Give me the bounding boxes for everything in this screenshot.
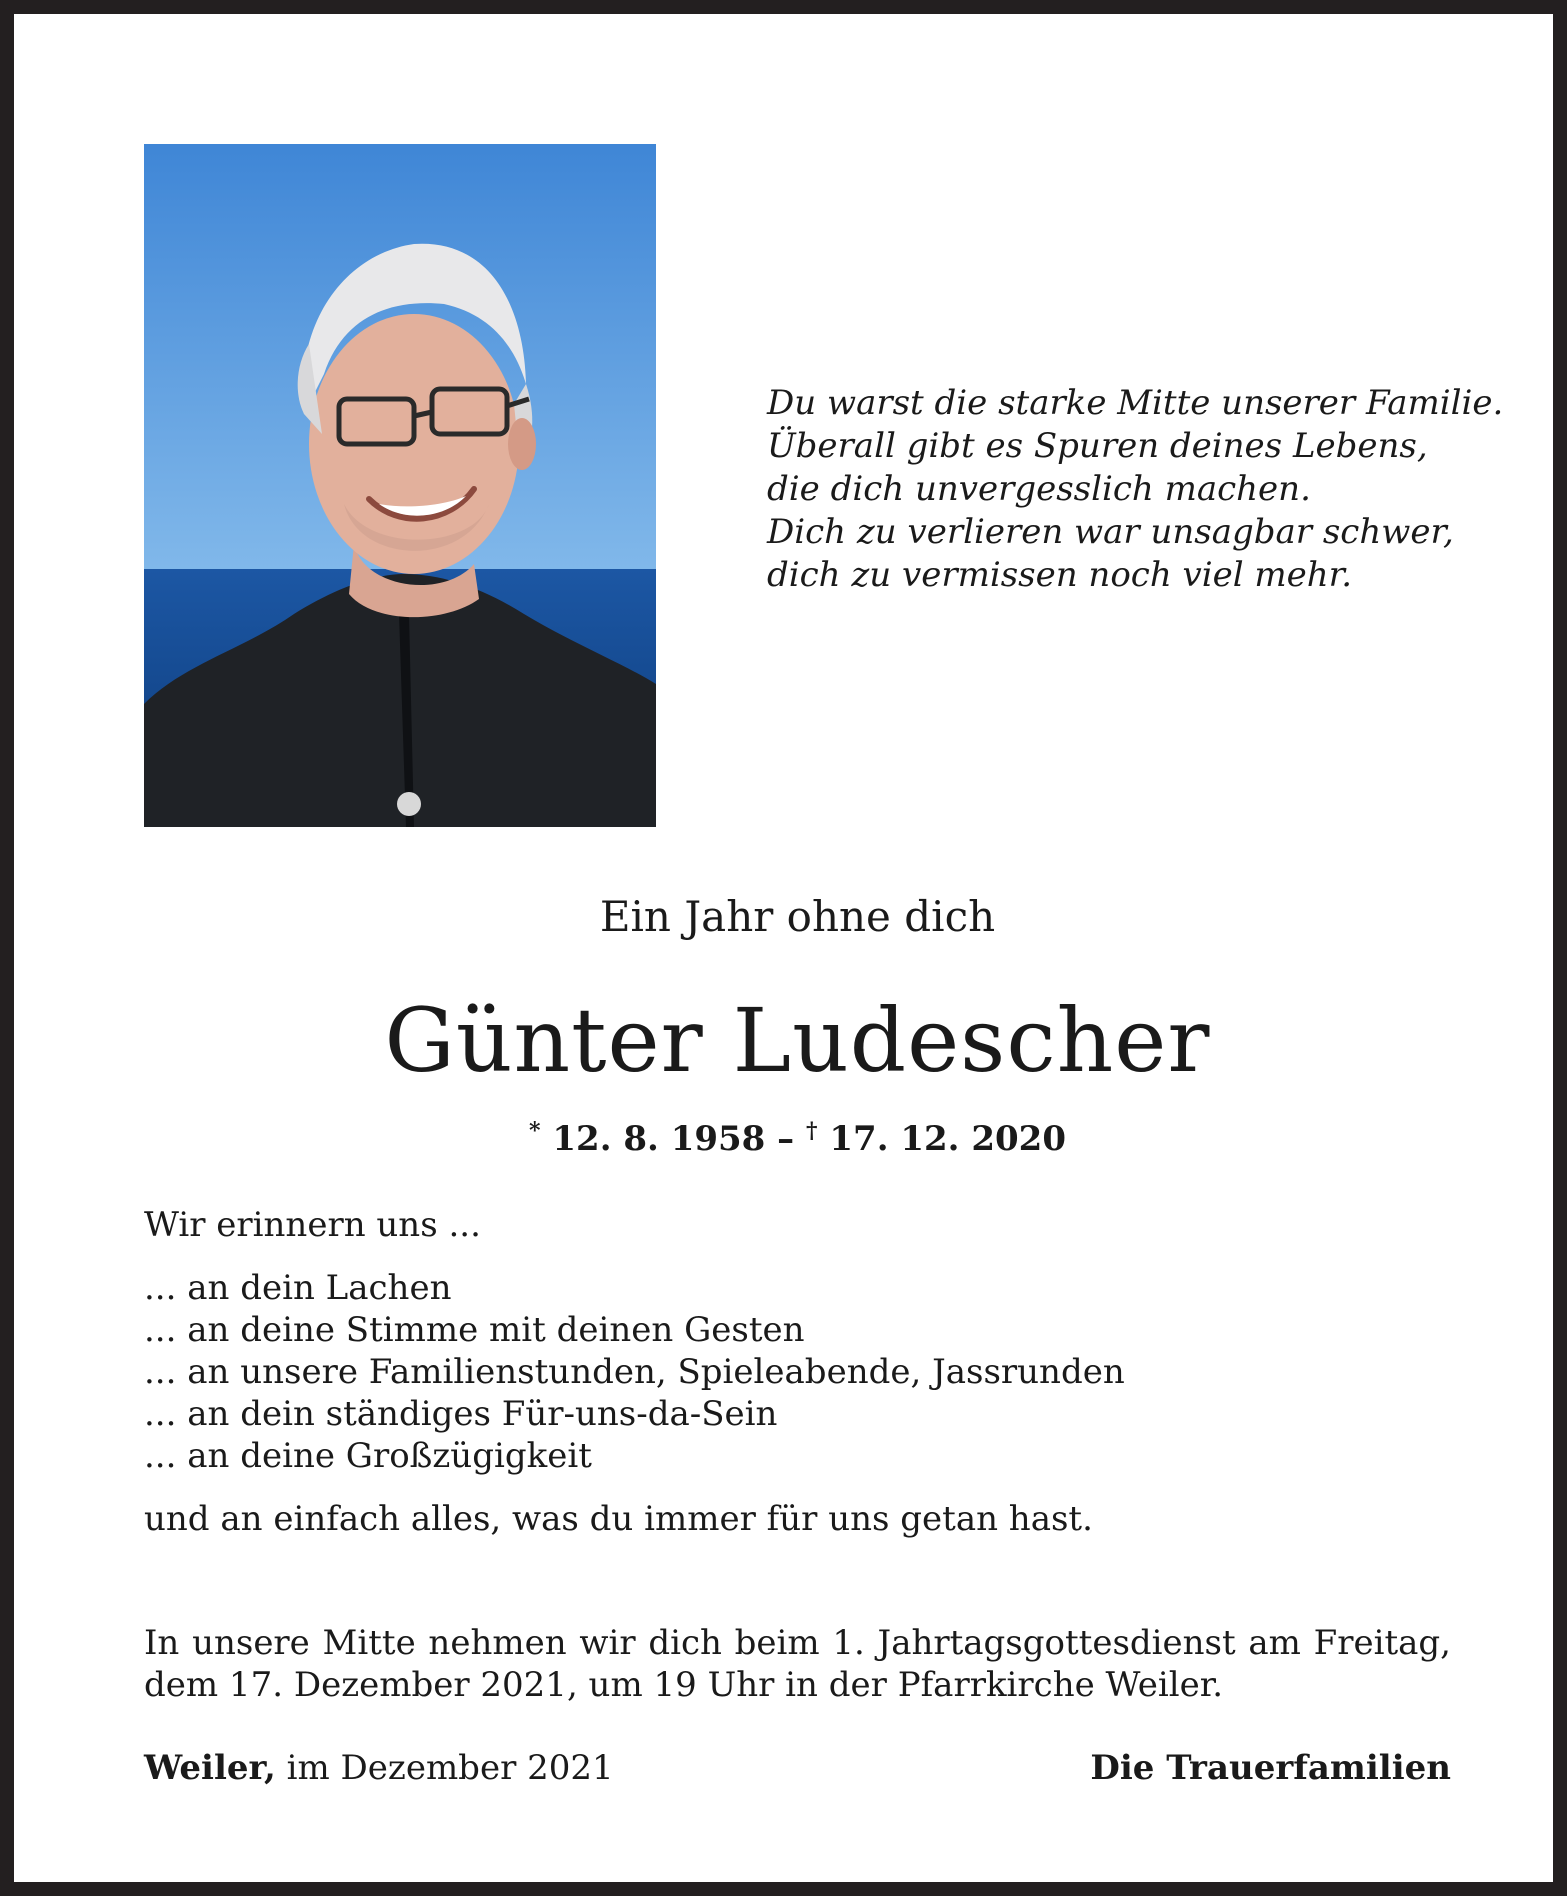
memorial-poem <box>767 382 1503 597</box>
poem-line: Du warst die starke Mitte unserer Familie. <box>767 383 1504 423</box>
list-item: ... an unsere Familienstunden, Spieleabende, Jassrunden <box>144 1352 1125 1392</box>
place-date <box>144 1748 614 1788</box>
memories-intro: Wir erinnern uns ... <box>144 1205 481 1245</box>
death-date: 17. 12. 2020 <box>829 1119 1066 1159</box>
memories-closing: und an einfach alles, was du immer für uns getan hast. <box>144 1499 1093 1539</box>
birth-date: 12. 8. 1958 <box>552 1119 766 1159</box>
service-announcement: In unsere Mitte nehmen wir dich beim 1. Jahrtagsgottesdienst am Freitag, dem 17. Dezember 2021, um 19 Uhr in der Pfarrkirche Weiler. <box>144 1623 1451 1705</box>
list-item: ... an dein Lachen <box>144 1268 452 1308</box>
memories-list <box>144 1267 1451 1477</box>
portrait-photo <box>144 144 656 827</box>
poem-line: dich zu vermissen noch viel mehr. <box>767 555 1353 595</box>
list-item: ... an deine Großzügigkeit <box>144 1436 592 1476</box>
list-item: ... an deine Stimme mit deinen Gesten <box>144 1310 805 1350</box>
signature: Die Trauerfamilien <box>1090 1748 1451 1788</box>
life-dates <box>14 1118 1567 1159</box>
portrait-image <box>144 144 656 827</box>
poem-line: Dich zu verlieren war unsagbar schwer, <box>767 512 1454 552</box>
place: Weiler, <box>144 1748 276 1788</box>
list-item: ... an dein ständiges Für-uns-da-Sein <box>144 1394 778 1434</box>
footer <box>144 1748 1451 1788</box>
poem-line: die dich unvergesslich machen. <box>767 469 1311 509</box>
poem-line: Überall gibt es Spuren deines Lebens, <box>767 426 1428 466</box>
death-symbol: † <box>806 1118 818 1144</box>
deceased-name: Günter Ludescher <box>384 989 1211 1092</box>
birth-symbol: * <box>529 1118 541 1144</box>
date-dash: – <box>777 1119 795 1159</box>
date: im Dezember 2021 <box>286 1748 614 1788</box>
subtitle: Ein Jahr ohne dich <box>599 892 996 941</box>
